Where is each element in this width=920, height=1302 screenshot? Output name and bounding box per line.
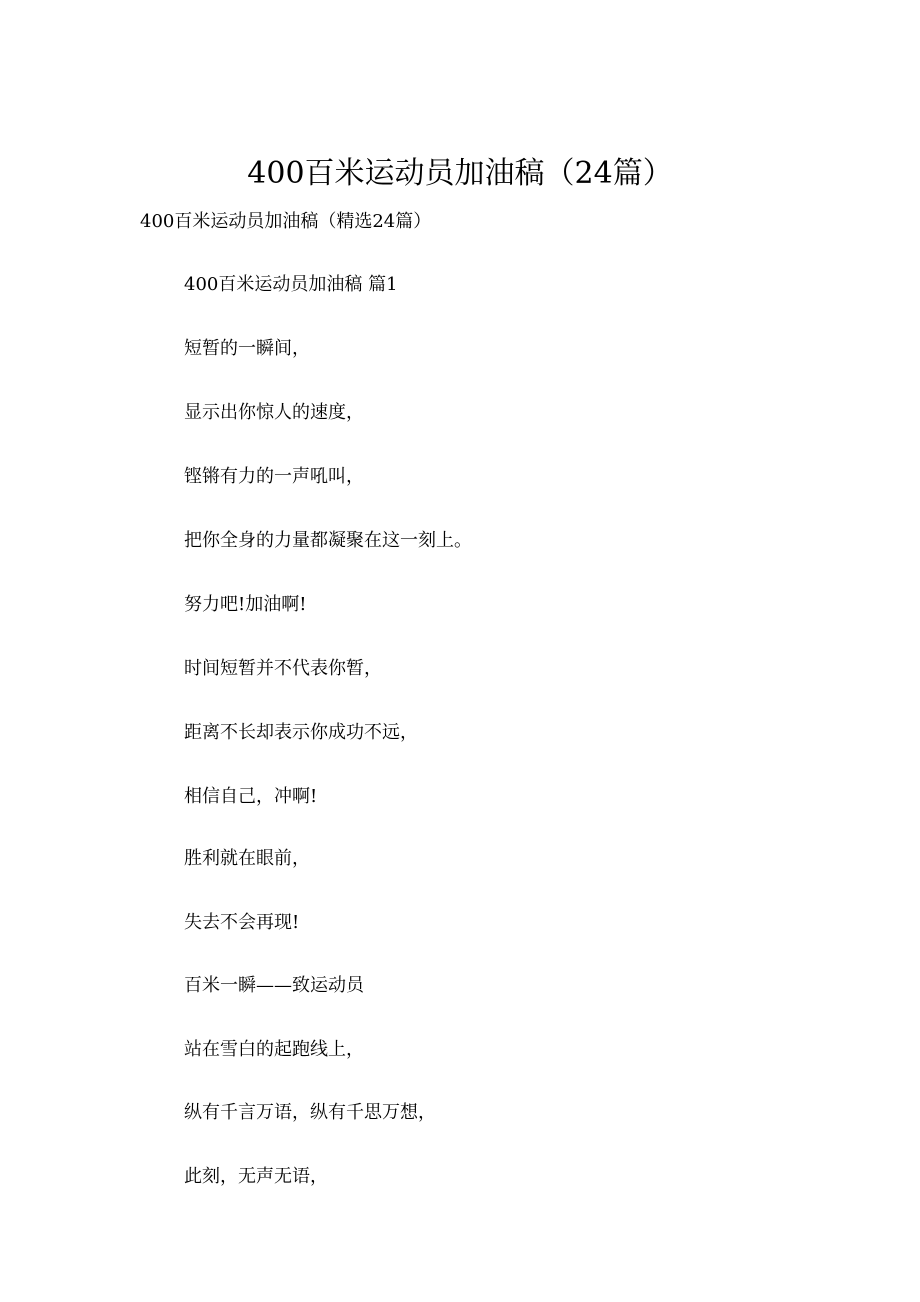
- document-subtitle: 400百米运动员加油稿（精选24篇）: [140, 211, 432, 232]
- text-line: 相信自己，冲啊!: [184, 786, 318, 807]
- page-title: 400百米运动员加油稿（24篇）: [247, 156, 673, 191]
- text-line: 铿锵有力的一声吼叫，: [184, 466, 364, 487]
- text-line: 此刻，无声无语，: [184, 1166, 328, 1187]
- text-line: 失去不会再现!: [184, 912, 300, 933]
- section-heading: 400百米运动员加油稿 篇1: [184, 274, 398, 295]
- text-line: 纵有千言万语，纵有千思万想，: [184, 1102, 436, 1123]
- text-line: 胜利就在眼前，: [184, 848, 310, 869]
- text-line: 把你全身的力量都凝聚在这一刻上。: [184, 530, 472, 551]
- text-line: 百米一瞬——致运动员: [184, 975, 364, 996]
- text-line: 距离不长却表示你成功不远，: [184, 722, 418, 743]
- text-line: 显示出你惊人的速度，: [184, 402, 364, 423]
- text-line: 努力吧!加油啊!: [184, 594, 307, 615]
- text-line: 站在雪白的起跑线上，: [184, 1039, 364, 1060]
- text-line: 短暂的一瞬间，: [184, 338, 310, 359]
- text-line: 时间短暂并不代表你暂，: [184, 658, 382, 679]
